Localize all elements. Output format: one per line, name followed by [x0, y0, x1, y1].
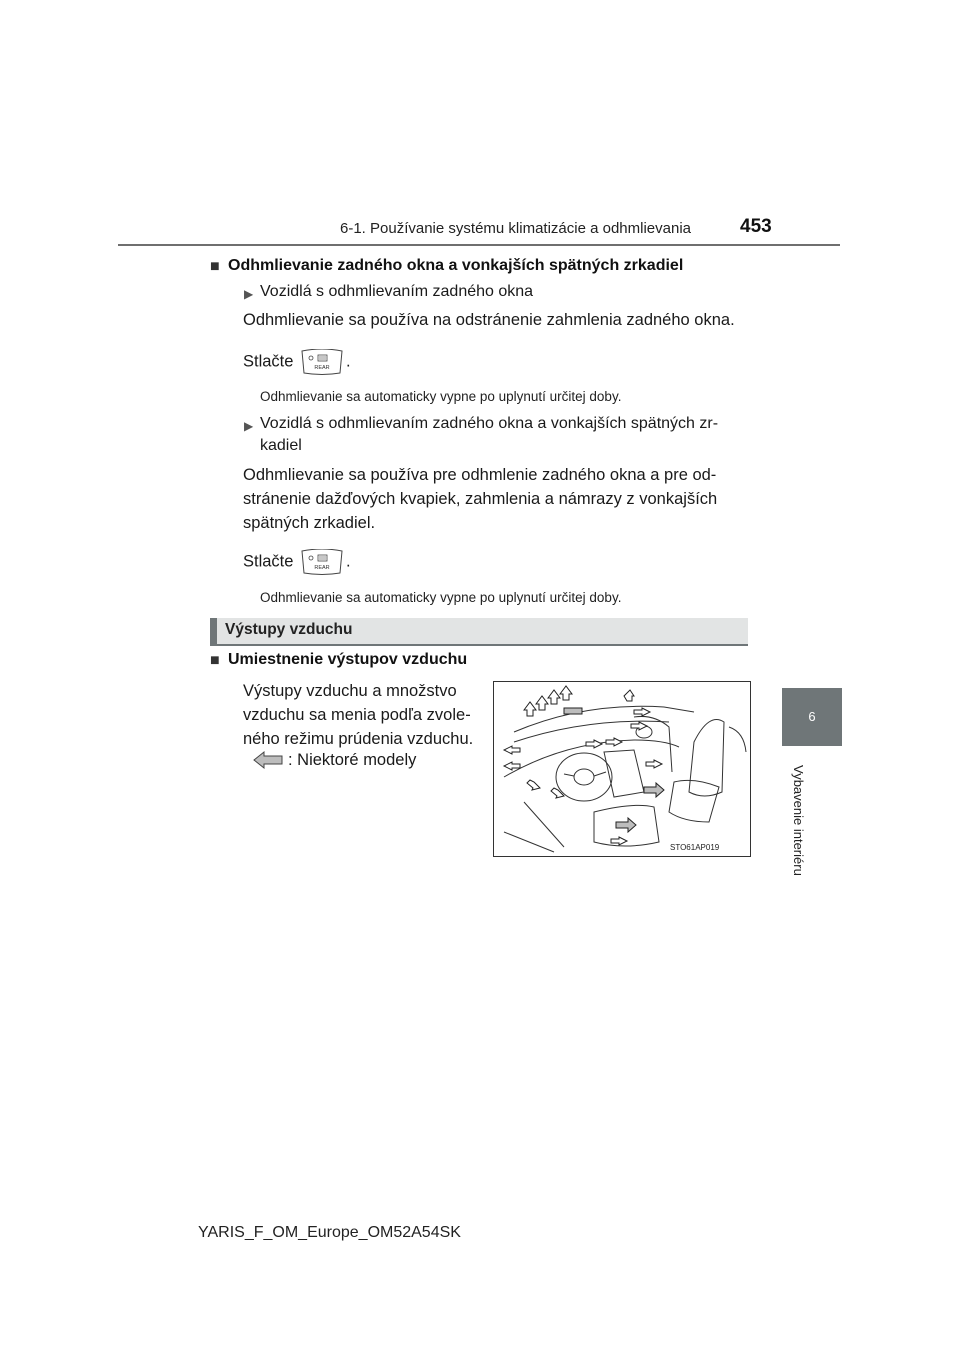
item1-press-prefix: Stlačte [243, 352, 294, 371]
rear-button-label: REAR [314, 365, 330, 371]
item2-note: Odhmlievanie sa automaticky vypne po uplynutí určitej doby. [260, 590, 622, 605]
chapter-tab-label-text: Vybavenie interiéru [791, 765, 806, 876]
item2-press-prefix: Stlačte [243, 552, 294, 571]
heading-marker: ■ [210, 652, 220, 669]
item2-press-suffix: . [346, 552, 351, 571]
chapter-title: 6-1. Používanie systému klimatizácie a odhmlievania [340, 220, 691, 237]
page-number: 453 [740, 216, 772, 237]
section-title-bar [210, 618, 748, 646]
heading-marker: ■ [210, 258, 220, 275]
section2-text-line3: ného režimu prúdenia vzduchu. [243, 730, 474, 748]
section2-heading: Umiestnenie výstupov vzduchu [228, 651, 468, 668]
item1-text: Odhmlievanie sa používa na odstránenie zahmlenia zadného okna. [243, 311, 735, 329]
rear-defogger-button-icon [300, 549, 344, 575]
section-bar-accent [210, 618, 217, 646]
document-footer: YARIS_F_OM_Europe_OM52A54SK [198, 1224, 461, 1241]
item2-press-line [243, 549, 351, 575]
item2-text-line1: Odhmlievanie sa používa pre odhmlenie zadného okna a pre od- [243, 466, 717, 484]
item1-bullet: Vozidlá s odhmlievaním zadného okna [260, 283, 534, 300]
triangle-bullet-icon: ▶ [244, 287, 254, 301]
triangle-bullet-icon: ▶ [244, 419, 254, 433]
item2-bullet-line2: kadiel [260, 437, 302, 454]
figure-code: STO61AP019 [670, 843, 720, 852]
item1-note: Odhmlievanie sa automaticky vypne po uplynutí určitej doby. [260, 389, 622, 404]
legend-text: : Niektoré modely [288, 751, 417, 769]
section2-text-line2: vzduchu sa menia podľa zvole- [243, 706, 471, 724]
chapter-tab-number: 6 [808, 709, 816, 724]
chapter-tab [782, 688, 842, 746]
item1-press-line [243, 349, 351, 375]
section2-text-line1: Výstupy vzduchu a množstvo [243, 682, 457, 700]
rear-defogger-button-icon [300, 349, 344, 375]
item2-text-line3: spätných zrkadiel. [243, 514, 376, 532]
section-bar-title: Výstupy vzduchu [225, 621, 353, 638]
section1-heading: Odhmlievanie zadného okna a vonkajších spätných zrkadiel [228, 257, 684, 274]
optional-outlet-arrow-icon [252, 750, 284, 770]
chapter-tab-label [790, 765, 806, 900]
item1-press-suffix: . [346, 352, 351, 371]
item2-bullet-line1: Vozidlá s odhmlievaním zadného okna a vonkajších spätných zr- [260, 415, 719, 432]
item2-text-line2: stránenie dažďových kvapiek, zahmlenia a námrazy z vonkajších [243, 490, 718, 508]
air-outlets-illustration [493, 681, 751, 857]
car-interior-drawing [494, 682, 750, 856]
rear-button-label: REAR [314, 565, 330, 571]
header-divider [118, 244, 840, 246]
